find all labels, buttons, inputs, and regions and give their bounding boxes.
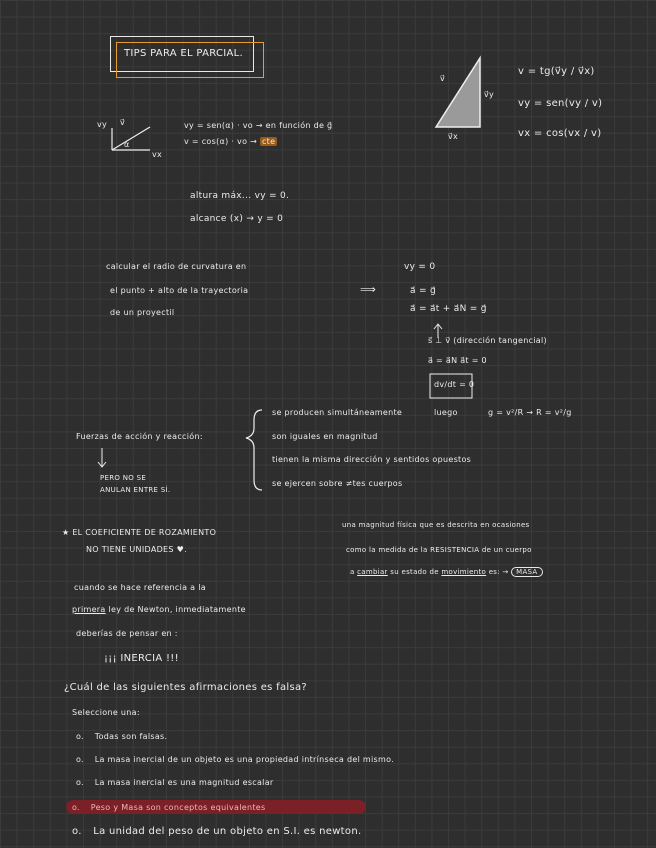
curv-r6: dv/dt = 0 [434, 380, 475, 389]
axis-vx-label: vx [152, 150, 163, 159]
curv-final: g = v²/R → R = v²/g [488, 408, 572, 417]
coeficiente-line1: ★ EL COEFICIENTE DE ROZAMIENTO [62, 528, 217, 537]
inercia: ¡¡¡ INERCIA !!! [104, 653, 179, 664]
curvatura-line3: de un proyectil [110, 308, 175, 317]
fuerzas-label: Fuerzas de acción y reacción: [76, 432, 203, 441]
newton-line2: primera ley de Newton, inmediatamente [72, 605, 246, 614]
fuerzas-item-3: tienen la misma dirección y sentidos opuestos [272, 455, 472, 464]
curvatura-line1: calcular el radio de curvatura en [106, 262, 247, 271]
quiz-option-1[interactable]: o. Todas son falsas. [76, 732, 168, 741]
alcance: alcance (x) → y = 0 [190, 214, 284, 224]
masa-def-line2: como la medida de la RESISTENCIA de un cuerpo [346, 546, 532, 554]
angle-label: α [124, 140, 130, 149]
velocity-triangle [436, 58, 480, 127]
newton-line1: cuando se hace referencia a la [74, 583, 206, 592]
vy-formula: vy = sen(α) · vo → en función de g⃗ [184, 121, 333, 130]
option-bullet: o. [72, 826, 82, 837]
option-bullet: o. [76, 778, 84, 787]
eq-cos: vx = cos(vx / v) [518, 128, 602, 139]
curv-luego: luego [434, 408, 458, 417]
curvatura-line2: el punto + alto de la trayectoria [110, 286, 249, 295]
curv-r5: a⃗ = a⃗N a⃗t = 0 [428, 356, 487, 365]
fuerzas-item-1: se producen simultáneamente [272, 408, 403, 417]
altura-maxima: altura máx... vy = 0. [190, 191, 290, 201]
eq-sen: vy = sen(vy / v) [518, 98, 603, 109]
quiz-question: ¿Cuál de las siguientes afirmaciones es falsa? [64, 682, 308, 693]
quiz-option-3[interactable]: o. La masa inercial es una magnitud escalar [76, 778, 274, 787]
curv-r4: s⃗ ⊥ v⃗ (dirección tangencial) [428, 336, 547, 345]
curv-r3: a⃗ = a⃗t + a⃗N = g⃗ [410, 304, 487, 314]
option-bullet: o. [72, 803, 80, 812]
quiz-option-4[interactable]: o. Peso y Masa son conceptos equivalentes [72, 803, 266, 812]
quiz-option-5[interactable]: o. La unidad del peso de un objeto en S.I. es newton. [72, 826, 362, 837]
page-title: TIPS PARA EL PARCIAL. [124, 48, 243, 59]
coeficiente-line2: NO TIENE UNIDADES ♥. [86, 545, 187, 554]
masa-def-line3: a cambiar su estado de movimiento es: → MASA [350, 568, 543, 576]
masa-def-line1: una magnitud física que es descrita en ocasiones [342, 521, 530, 529]
option-bullet: o. [76, 755, 84, 764]
eq-tg: v = tg(v⃗y / v⃗x) [518, 66, 595, 77]
axis-vy-label: vy [97, 120, 108, 129]
triangle-vx-label: v⃗x [448, 132, 459, 141]
brace [246, 410, 262, 490]
cte-highlight: cte [261, 137, 276, 146]
vx-formula: v = cos(α) · vo → cte [184, 137, 276, 146]
axis-v-label: v⃗ [120, 118, 126, 127]
triangle-v-label: v⃗ [440, 74, 446, 83]
fuerzas-note2: ANULAN ENTRE SÍ. [100, 486, 171, 494]
triangle-vy-label: v⃗y [484, 90, 495, 99]
curv-r2: a⃗ = g⃗ [410, 286, 436, 296]
velocity-vector [112, 127, 150, 150]
newton-line3: deberías de pensar en : [76, 629, 178, 638]
fuerzas-note1: PERO NO SE [100, 474, 147, 482]
option-bullet: o. [76, 732, 84, 741]
curv-r1: vy = 0 [404, 262, 436, 272]
quiz-option-2[interactable]: o. La masa inercial de un objeto es una propiedad intrínseca del mismo. [76, 755, 395, 764]
implies-arrow: ⟹ [360, 283, 377, 296]
fuerzas-item-4: se ejercen sobre ≠tes cuerpos [272, 479, 403, 488]
fuerzas-item-2: son iguales en magnitud [272, 432, 378, 441]
quiz-instruction: Seleccione una: [72, 708, 140, 717]
masa-badge: MASA [511, 567, 542, 577]
